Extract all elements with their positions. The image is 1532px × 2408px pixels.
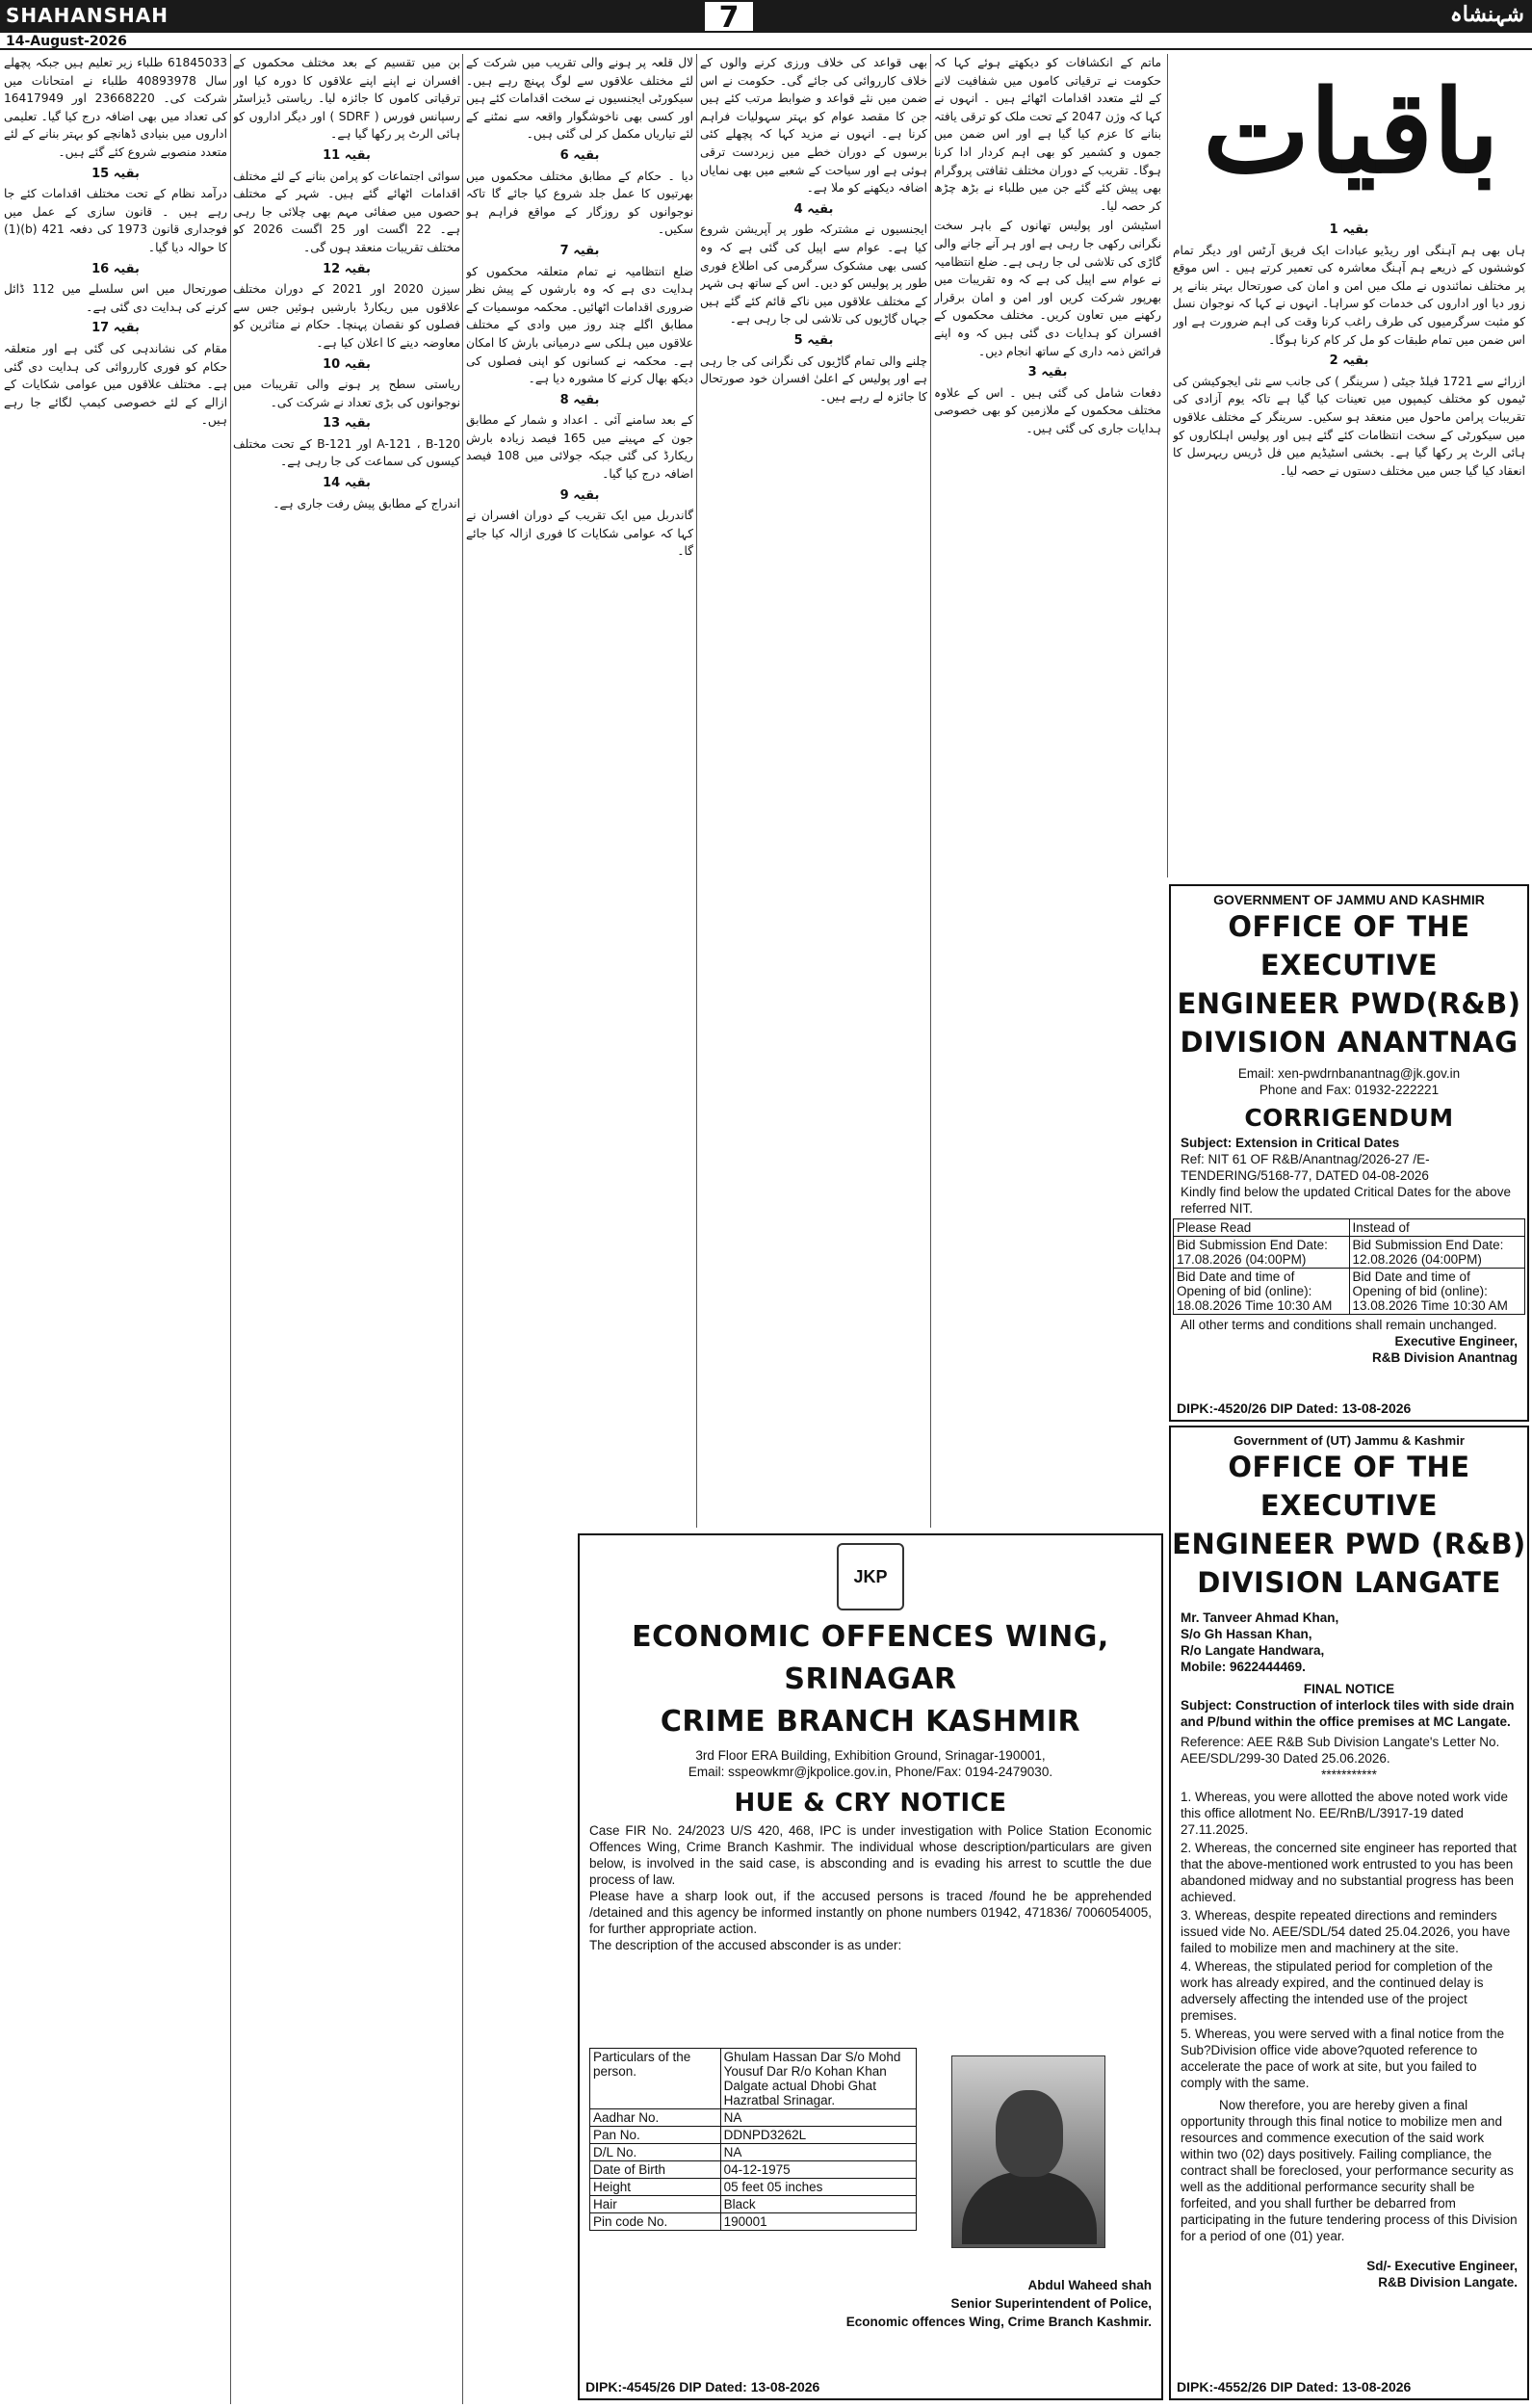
ad-signature: R&B Division Anantnag [1371, 1350, 1518, 1365]
accused-particulars-table [589, 2048, 917, 2231]
article-paragraph: 61845033 طلباء زیر تعلیم ہیں جبکہ پچھلے سال 40893978 طلباء نے امتحانات میں شرکت کی۔ 23668220 اور 16417949 کی تعداد میں بھی اضافہ درج کیا گیا۔ تعلیمی اداروں میں بنیادی ڈھانچے کو بہتر بنانے کے لئے متعدد منصوبے شروع کئے گئے ہیں۔ [4, 56, 227, 159]
continuation-heading: بقیہ 2 [1329, 353, 1369, 369]
table-cell: NA [720, 2144, 916, 2161]
notice-final-paragraph: Now therefore, you are hereby given a final opportunity through this final notice to mobilize men and resources and commence execution of the said work within two (02) days positively. Failing compliance, the contract shall be foreclosed, your performance security as well as the additional performance security shall be forfeited, and you shall further be debarred from participating in the future tendering process of this Division for a period of one (01) year. [1181, 2098, 1518, 2243]
ad-title-line: ENGINEER PWD (R&B) [1172, 1528, 1526, 1560]
text-column-6 [4, 54, 227, 2400]
text-column-3 [700, 54, 927, 1528]
continuation-heading: بقیہ 7 [559, 243, 600, 258]
table-cell: Hair [590, 2196, 721, 2213]
article-paragraph: ہاں بھی ہم آہنگی اور ریڈیو عبادات ایک فریق آرٹس اور دیگر تمام کوششوں کے ذریعے ہم آہنگ معاشرہ کی تعمیر کرتے ہیں ۔ اس موقع پر مختلف نمائندوں نے ملک میں امن و امان کی صورتحال بہتر بنانے پر زور دیا اور اداروں کی خدمات کو سراہا۔ انہوں نے کہا کہ نوجوان نسل کو مثبت سرگرمیوں کی طرف راغب کرنا وقت کی اہم ضرورت ہے اور اس ضمن میں تمام طبقات کو مل کر کام کرنا ہوگا۔ [1173, 243, 1525, 347]
notice-point: 2. Whereas, the concerned site engineer has reported that that the above-mentioned work entrusted to you has been abandoned midway and no substantial progress has been achieved. [1181, 1841, 1517, 1904]
ad-heading: CORRIGENDUM [1244, 1104, 1454, 1132]
ad-langate-final-notice [1169, 1426, 1529, 2400]
addressee-line: R/o Langate Handwara, [1181, 1643, 1325, 1658]
table-cell: Pin code No. [590, 2213, 721, 2231]
ad-instruction: Kindly find below the updated Critical Dates for the above referred NIT. [1181, 1185, 1511, 1216]
ad-separator: *********** [1321, 1767, 1377, 1782]
ad-title-line: ENGINEER PWD(R&B) [1177, 987, 1521, 1020]
continuation-heading: بقیہ 1 [1329, 222, 1369, 237]
ad-government: GOVERNMENT OF JAMMU AND KASHMIR [1213, 892, 1485, 907]
critical-dates-table [1173, 1218, 1525, 1315]
ad-email: Email: xen-pwdrnbanantnag@jk.gov.in [1237, 1066, 1461, 1081]
article-paragraph: ماتم کے انکشافات کو دیکھتے ہوئے کہا کہ حکومت نے ترقیاتی کاموں میں شفافیت لانے کے لئے متعدد اقدامات اٹھائے ہیں ۔ انہوں نے کہا کہ وژن 2047 کے تحت ملک کو ترقی یافتہ بنانے کا عزم کیا گیا ہے اور اس ضمن میں جموں و کشمیر کو بھی اہم کردار ادا کرنا ہوگا۔ تقریب کے دوران مختلف ثقافتی پروگرام بھی پیش کئے گئے جن میں طلباء نے بڑھ چڑھ کر حصہ لیا۔ [934, 56, 1161, 213]
article-paragraph: ریاستی سطح پر ہونے والی تقریبات میں نوجوانوں کی بڑی تعداد نے شرکت کی۔ [233, 378, 460, 409]
table-cell: Date of Birth [590, 2161, 721, 2179]
top-bar [0, 0, 1532, 33]
article-paragraph: مقام کی نشاندہی کی گئی ہے اور متعلقہ حکام کو فوری کارروائی کی ہدایت دی گئی ہے۔ مختلف علاقوں میں عوامی شکایات کے ازالے کے لئے خصوصی کیمپ لگائے جا رہے ہیں۔ [4, 341, 227, 428]
newspaper-logo: شہنشاہ [1449, 2, 1524, 27]
article-paragraph: ازرائے سے 1721 فیلڈ جیٹی ( سرینگر ) کی جانب سے نئی ایجوکیشن کی ٹیموں کو مختلف کیمپوں میں تعینات کیا گیا ہے تاکہ یوم آزادی کی تقریبات پرامن ماحول میں منعقد ہو سکیں۔ سرینگر کے مختلف علاقوں میں سیکورٹی کے سخت انتظامات کئے گئے ہیں اور پولیس اہلکاروں کو ہائی الرٹ پر رکھا گیا ہے۔ بخشی اسٹیڈیم میں فل ڈریس ریہرسل کا انعقاد کیا گیا جس میں مختلف دستوں نے حصہ لیا۔ [1173, 374, 1525, 478]
continuation-heading: بقیہ 15 [91, 166, 140, 181]
article-paragraph: بھی قواعد کی خلاف ورزی کرنے والوں کے خلاف کارروائی کی جائے گی۔ حکومت نے اس ضمن میں نئے قواعد و ضوابط مرتب کئے ہیں جن کا مقصد عوام کو بہتر سہولیات فراہم کرنا ہے۔ انہوں نے مزید کہا کہ پچھلے کئی برسوں کے دوران خطے میں زبردست ترقی ہوئی ہے اور سیاحت کے شعبے میں بھی نمایاں اضافہ دیکھنے کو ملا ہے۔ [700, 56, 927, 196]
photo-face [996, 2090, 1063, 2177]
ad-phone: Phone and Fax: 01932-222221 [1259, 1083, 1440, 1097]
section-masthead: باقیات [1203, 65, 1499, 198]
ad-title-line: OFFICE OF THE EXECUTIVE [1228, 910, 1470, 982]
table-cell: Bid Date and time of Opening of bid (online): 18.08.2026 Time 10:30 AM [1174, 1269, 1350, 1315]
article-paragraph: چلنے والی تمام گاڑیوں کی نگرانی کی جا رہی ہے اور پولیس کے اعلیٰ افسران خود صورتحال کا جائزہ لے رہے ہیں۔ [700, 353, 927, 404]
ad-eow-hue-and-cry [578, 1533, 1163, 2400]
continuation-heading: بقیہ 14 [323, 476, 371, 491]
ad-subject: Subject: Extension in Critical Dates [1181, 1136, 1400, 1150]
ad-address: 3rd Floor ERA Building, Exhibition Ground, Srinagar-190001, [695, 1748, 1046, 1763]
table-cell: DDNPD3262L [720, 2127, 916, 2144]
article-paragraph: لال قلعہ پر ہونے والی تقریب میں شرکت کے لئے مختلف علاقوں سے لوگ پہنچ رہے ہیں۔ سیکورٹی ایجنسیوں نے سخت اقدامات کئے ہیں اور کسی بھی ناخوشگوار واقعہ سے نمٹنے کے لئے تیاریاں مکمل کر لی گئی ہیں۔ [466, 56, 693, 142]
article-paragraph: ضلع انتظامیہ نے تمام متعلقہ محکموں کو ہدایت دی ہے کہ وہ بارشوں کے پیش نظر ضروری اقدامات اٹھائیں۔ محکمہ موسمیات کے مطابق اگلے چند روز میں وادی کے مختلف علاقوں میں ہلکی سے درمیانی بارش کا امکان ہے۔ محکمہ نے کسانوں کو اپنی فصلوں کی دیکھ بھال کرنے کا مشورہ دیا ہے۔ [466, 264, 693, 386]
column-rule [230, 54, 231, 2404]
column-rule [930, 54, 931, 1528]
addressee-line: Mobile: 9622444469. [1181, 1660, 1306, 1674]
ad-reference: Ref: NIT 61 OF R&B/Anantnag/2026-27 /E-TENDERING/5168-77, DATED 04-08-2026 [1181, 1152, 1430, 1183]
column-rule [1167, 54, 1168, 877]
table-cell: Height [590, 2179, 721, 2196]
ad-heading: FINAL NOTICE [1303, 1682, 1395, 1696]
notice-point: 1. Whereas, you were allotted the above noted work vide this office allotment No. EE/RnB/L/3917-19 dated 27.11.2025. [1181, 1790, 1508, 1837]
article-paragraph: صورتحال میں اس سلسلے میں 112 ڈائل کرنے کی ہدایت دی گئی ہے۔ [4, 282, 227, 314]
ad-title-line: DIVISION ANANTNAG [1180, 1026, 1519, 1059]
ad-dipk: DIPK:-4552/26 DIP Dated: 13-08-2026 [1177, 2379, 1412, 2395]
column-rule [696, 54, 697, 1528]
page-number: 7 [703, 0, 755, 33]
ad-heading: HUE & CRY NOTICE [734, 1789, 1007, 1818]
ad-title-line: ECONOMIC OFFENCES WING, SRINAGAR [632, 1620, 1109, 1696]
text-column-5 [233, 54, 460, 2400]
table-cell: NA [720, 2109, 916, 2127]
continuation-heading: بقیہ 6 [559, 147, 600, 163]
text-column-4-lower [466, 1533, 574, 2400]
continuation-heading: بقیہ 5 [793, 332, 834, 348]
notice-point: 3. Whereas, despite repeated directions and reminders issued vide No. AEE/SDL/54 dated 25.04.2026, you have failed to mobilize men and machinery at the site. [1181, 1908, 1511, 1955]
ad-signature-title: Senior Superintendent of Police, [950, 2296, 1152, 2311]
text-column-2 [934, 54, 1161, 1528]
article-paragraph: کے بعد سامنے آئی ۔ اعداد و شمار کے مطابق جون کے مہینے میں 165 فیصد زیادہ بارش ریکارڈ کی گئی جبکہ جولائی میں 108 فیصد اضافہ درج کیا گیا۔ [466, 413, 693, 482]
notice-point: 4. Whereas, the stipulated period for completion of the work has already expired, and the continued delay is adversely affecting the intended use of the project premises. [1181, 1959, 1493, 2023]
issue-date: 14-August-2026 [6, 34, 127, 49]
text-column-4 [466, 54, 693, 1528]
article-paragraph: دفعات شامل کی گئی ہیں ۔ اس کے علاوہ مختلف محکموں کے ملازمین کو بھی خصوصی ہدایات جاری کی گئی ہیں۔ [934, 385, 1161, 435]
ad-signature-name: Abdul Waheed shah [1027, 2278, 1152, 2292]
article-paragraph: اندراج کے مطابق پیش رفت جاری ہے۔ [273, 496, 460, 510]
article-paragraph: درآمد نظام کے تحت مختلف اقدامات کئے جا رہے ہیں ۔ قانون سازی کے عمل میں فوجداری قانون 1973 کی دفعہ 421 (b)(1) کا حوالہ دیا گیا۔ [4, 187, 227, 254]
continuation-heading: بقیہ 3 [1027, 365, 1068, 380]
ad-body: Case FIR No. 24/2023 U/S 420, 468, IPC is under investigation with Police Station Economic Offences Wing, Crime Branch Kashmir. The individual whose description/particulars are given below, is involved in the said case, is absconding and is evading his arrest to scuttle the due process of law. [589, 1823, 1152, 1887]
ad-body: Please have a sharp look out, if the accused persons is traced /found he be apprehended /detained and this agency be informed instantly on phone numbers 01942, 471836/ 7006054005, for further appropriate action. [589, 1889, 1152, 1936]
ad-signature-org: Economic offences Wing, Crime Branch Kashmir. [845, 2315, 1152, 2329]
article-paragraph: سیزن 2020 اور 2021 کے دوران مختلف علاقوں میں ریکارڈ بارشیں ہوئیں جس سے فصلوں کو نقصان پہنچا۔ حکام نے متاثرین کو معاوضہ دینے کا اعلان کیا ہے۔ [233, 282, 460, 350]
article-paragraph: A-121 ، B-120 اور B-121 کے تحت مختلف کیسوں کی سماعت کی جا رہی ہے۔ [233, 436, 460, 469]
ad-footer-note: All other terms and conditions shall remain unchanged. [1181, 1318, 1497, 1332]
ad-title-line: OFFICE OF THE EXECUTIVE [1228, 1451, 1470, 1522]
article-paragraph: اسٹیشن اور پولیس تھانوں کے باہر سخت نگرانی رکھی جا رہی ہے اور ہر آنے جانے والی گاڑی کی تلاشی لی جا رہی ہے۔ ضلع انتظامیہ نے عوام سے اپیل کی ہے کہ وہ تقریبات میں بھرپور شرکت کریں اور امن و امان برقرار رکھنے میں تعاون کریں۔ مختلف محکموں کے افسران کو ہدایات دی گئی ہیں کہ وہ اپنے فرائض ذمہ داری کے ساتھ انجام دیں۔ [934, 219, 1161, 358]
police-emblem: JKP [837, 1543, 904, 1610]
table-cell: Ghulam Hassan Dar S/o Mohd Yousuf Dar R/o Kohan Khan Dalgate actual Dhobi Ghat Hazratbal Srinagar. [720, 2049, 916, 2109]
photo-shoulders [962, 2172, 1097, 2244]
continuation-heading: بقیہ 10 [323, 356, 371, 372]
table-cell: Bid Submission End Date: 17.08.2026 (04:00PM) [1174, 1237, 1350, 1269]
table-header: Instead of [1349, 1219, 1525, 1237]
continuation-heading: بقیہ 13 [323, 416, 371, 432]
ad-anantnag-corrigendum [1169, 884, 1529, 1422]
ad-dipk: DIPK:-4520/26 DIP Dated: 13-08-2026 [1177, 1400, 1412, 1416]
ad-signature: Sd/- Executive Engineer, [1366, 2259, 1518, 2273]
continuation-heading: بقیہ 17 [91, 321, 140, 336]
article-paragraph: بن میں تقسیم کے بعد مختلف محکموں کے افسران نے اپنے اپنے علاقوں کا دورہ کیا اور ترقیاتی کاموں کا جائزہ لیا۔ ریاستی ڈیزاسٹر رسپانس فورس ( SDRF ) اور دیگر اداروں کو ہائی الرٹ پر رکھا گیا ہے۔ [233, 56, 460, 142]
table-cell: Bid Submission End Date: 12.08.2026 (04:00PM) [1349, 1237, 1525, 1269]
ad-signature: R&B Division Langate. [1378, 2275, 1518, 2290]
table-cell: 04-12-1975 [720, 2161, 916, 2179]
table-cell: 05 feet 05 inches [720, 2179, 916, 2196]
ad-title-line: CRIME BRANCH KASHMIR [660, 1705, 1081, 1739]
addressee-line: S/o Gh Hassan Khan, [1181, 1627, 1312, 1641]
accused-photo [951, 2055, 1105, 2248]
table-cell: Black [720, 2196, 916, 2213]
continuation-heading: بقیہ 12 [323, 261, 371, 276]
date-bar [0, 33, 1532, 50]
article-paragraph: ایجنسیوں نے مشترکہ طور پر آپریشن شروع کیا ہے۔ عوام سے اپیل کی گئی ہے کہ وہ کسی بھی مشکوک سرگرمی کی اطلاع فوری طور پر پولیس کو دیں۔ اس کے ساتھ ہی شہر کے مختلف علاقوں میں ناکے قائم کئے گئے ہیں جہاں گاڑیوں کی تلاشی لی جا رہی ہے۔ [700, 222, 927, 327]
article-paragraph: سوائی اجتماعات کو پرامن بنانے کے لئے مختلف اقدامات اٹھائے گئے ہیں۔ شہر کے مختلف حصوں میں صفائی مہم بھی چلائی جا رہی ہے۔ 22 اگست اور 25 اگست 2026 کو مختلف تقریبات منعقد ہوں گی۔ [233, 169, 460, 254]
table-cell: Pan No. [590, 2127, 721, 2144]
continuation-heading: بقیہ 9 [559, 487, 600, 503]
table-cell: Particulars of the person. [590, 2049, 721, 2109]
text-column-1 [1173, 218, 1525, 873]
continuation-heading: بقیہ 8 [559, 392, 600, 407]
article-paragraph: گاندربل میں ایک تقریب کے دوران افسران نے کہا کہ عوامی شکایات کا فوری ازالہ کیا جائے گا۔ [466, 509, 693, 559]
ad-dipk: DIPK:-4545/26 DIP Dated: 13-08-2026 [585, 2379, 820, 2395]
table-cell: Bid Date and time of Opening of bid (online): 13.08.2026 Time 10:30 AM [1349, 1269, 1525, 1315]
column-rule [462, 54, 463, 2404]
table-header: Please Read [1174, 1219, 1350, 1237]
continuation-heading: بقیہ 4 [793, 201, 834, 217]
ad-reference: Reference: AEE R&B Sub Division Langate's Letter No. AEE/SDL/299-30 Dated 25.06.2026. [1181, 1735, 1500, 1766]
addressee-line: Mr. Tanveer Ahmad Khan, [1181, 1610, 1339, 1625]
notice-point: 5. Whereas, you were served with a final notice from the Sub?Division office vide above?quoted reference to accelerate the pace of work at site, but you failed to comply with the same. [1181, 2027, 1505, 2090]
ad-contact: Email: sspeowkmr@jkpolice.gov.in, Phone/Fax: 0194-2479030. [688, 1765, 1053, 1779]
brand-name: SHAHANSHAH [6, 4, 169, 27]
table-cell: D/L No. [590, 2144, 721, 2161]
ad-signature: Executive Engineer, [1394, 1334, 1518, 1348]
ad-government: Government of (UT) Jammu & Kashmir [1233, 1433, 1465, 1448]
article-paragraph: دیا ۔ حکام کے مطابق مختلف محکموں میں بھرتیوں کا عمل جلد شروع کیا جائے گا تاکہ نوجوانوں کو روزگار کے مواقع فراہم ہو سکیں۔ [466, 169, 693, 237]
ad-title-line: DIVISION LANGATE [1197, 1566, 1501, 1599]
table-cell: 190001 [720, 2213, 916, 2231]
ad-subject: Subject: Construction of interlock tiles with side drain and P/bund within the office premises at MC Langate. [1181, 1698, 1515, 1729]
continuation-heading: بقیہ 11 [323, 147, 371, 163]
ad-description-title: The description of the accused absconder is as under: [589, 1938, 902, 1952]
continuation-heading: بقیہ 16 [91, 261, 140, 276]
table-cell: Aadhar No. [590, 2109, 721, 2127]
